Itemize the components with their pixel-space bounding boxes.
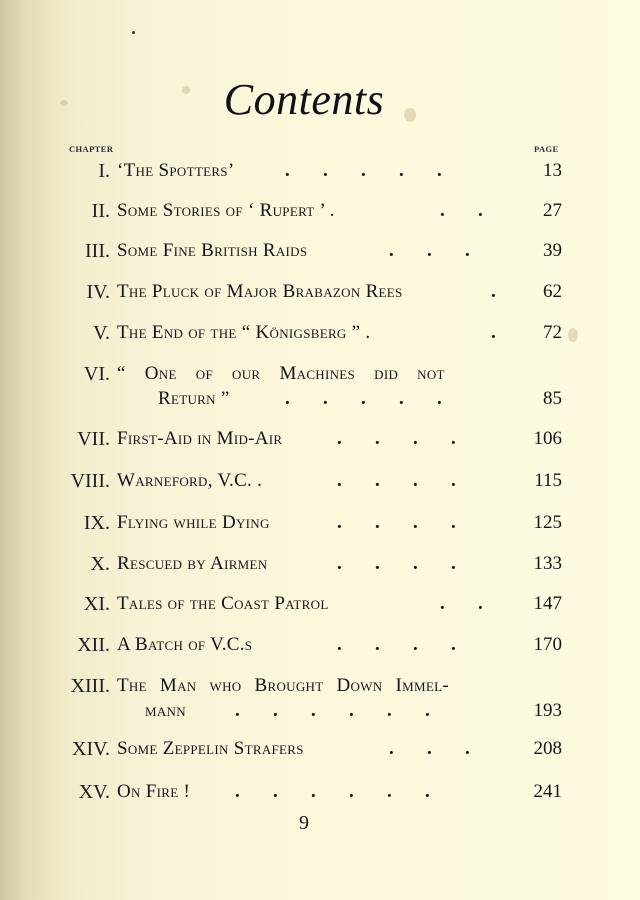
chapter-title-line2: Return ” xyxy=(158,388,230,409)
chapter-number: XIII. xyxy=(70,675,110,697)
toc-entry-continuation[interactable] xyxy=(0,699,640,723)
page-number: 125 xyxy=(533,512,562,533)
page-column-header: PAGE xyxy=(534,144,559,154)
page-number: 13 xyxy=(543,160,562,181)
toc-entry[interactable] xyxy=(0,362,640,386)
toc-entry[interactable] xyxy=(0,633,640,657)
page-number: 85 xyxy=(543,388,562,409)
chapter-number: II. xyxy=(91,200,110,222)
chapter-title: Tales of the Coast Patrol xyxy=(117,593,329,614)
page-number: 193 xyxy=(533,700,562,721)
chapter-title: First-Aid in Mid-Air xyxy=(117,428,283,449)
chapter-title: Some Zeppelin Strafers xyxy=(117,738,304,759)
chapter-title: The End of the “ Königsberg ” . xyxy=(117,322,371,343)
toc-entry-continuation[interactable] xyxy=(0,387,640,411)
leader-dots: . . . . xyxy=(337,634,456,655)
toc-entry[interactable] xyxy=(0,321,640,345)
toc-entry[interactable] xyxy=(0,469,640,493)
leader-dots: . . . . xyxy=(337,428,456,449)
leader-dots: . . xyxy=(440,200,483,221)
chapter-title: Warneford, V.C. . xyxy=(117,470,263,491)
chapter-number: III. xyxy=(85,240,110,262)
page-number: 72 xyxy=(543,322,562,343)
page-title: Contents xyxy=(223,75,385,124)
chapter-title: The Pluck of Major Brabazon Rees xyxy=(117,281,403,302)
page-number: 62 xyxy=(543,281,562,302)
chapter-title: Flying while Dying xyxy=(117,512,270,533)
toc-entry[interactable] xyxy=(0,239,640,263)
toc-entry[interactable] xyxy=(0,737,640,761)
chapter-number: I. xyxy=(98,160,110,182)
chapter-number: IV. xyxy=(86,281,110,303)
page-number: 241 xyxy=(533,781,562,802)
leader-dots: . xyxy=(491,281,496,302)
toc-entry[interactable] xyxy=(0,280,640,304)
chapter-title: A Batch of V.C.s xyxy=(117,634,253,655)
page-number: 39 xyxy=(543,240,562,261)
chapter-number: IX. xyxy=(83,512,110,534)
toc-entry[interactable] xyxy=(0,552,640,576)
chapter-number: XII. xyxy=(77,634,110,656)
leader-dots: . . . . xyxy=(337,512,456,533)
chapter-title: “ One of our Machines did not xyxy=(117,363,445,384)
leader-dots: . . . . xyxy=(337,553,456,574)
chapter-number: VI. xyxy=(83,363,110,385)
chapter-title: ‘The Spotters’ xyxy=(117,160,235,181)
toc-entry[interactable] xyxy=(0,199,640,223)
toc-entry[interactable] xyxy=(0,780,640,804)
leader-dots: . . . xyxy=(389,738,470,759)
chapter-number: VIII. xyxy=(70,470,110,492)
chapter-number: XIV. xyxy=(72,738,110,760)
chapter-column-header: CHAPTER xyxy=(69,144,114,154)
toc-entry[interactable] xyxy=(0,159,640,183)
toc-entry[interactable] xyxy=(0,592,640,616)
leader-dots: . . xyxy=(440,593,483,614)
chapter-title: The Man who Brought Down Immel- xyxy=(117,675,449,696)
leader-dots: . . . . . . xyxy=(235,781,430,802)
page-number: 27 xyxy=(543,200,562,221)
page-number: 170 xyxy=(533,634,562,655)
page-number: 147 xyxy=(533,593,562,614)
chapter-title: Some Fine British Raids xyxy=(117,240,308,261)
chapter-title-line2: mann xyxy=(145,700,186,721)
leader-dots: . . . xyxy=(389,240,470,261)
page-folio-number: 9 xyxy=(299,812,309,834)
ink-speck xyxy=(132,31,135,34)
leader-dots: . xyxy=(491,322,496,343)
chapter-number: VII. xyxy=(77,428,110,450)
page-number: 115 xyxy=(534,470,562,491)
leader-dots: . . . . xyxy=(337,470,456,491)
toc-entry[interactable] xyxy=(0,427,640,451)
chapter-number: XV. xyxy=(78,781,110,803)
chapter-title: On Fire ! xyxy=(117,781,191,802)
page-number: 133 xyxy=(533,553,562,574)
chapter-title: Rescued by Airmen xyxy=(117,553,268,574)
chapter-title: Some Stories of ‘ Rupert ’ . xyxy=(117,200,335,221)
leader-dots: . . . . . xyxy=(285,388,442,409)
leader-dots: . . . . . xyxy=(285,160,442,181)
chapter-number: V. xyxy=(93,322,110,344)
chapter-number: X. xyxy=(90,553,110,575)
leader-dots: . . . . . . xyxy=(235,700,430,721)
chapter-number: XI. xyxy=(83,593,110,615)
toc-entry[interactable] xyxy=(0,511,640,535)
page-number: 106 xyxy=(533,428,562,449)
toc-entry[interactable] xyxy=(0,674,640,698)
page-number: 208 xyxy=(533,738,562,759)
